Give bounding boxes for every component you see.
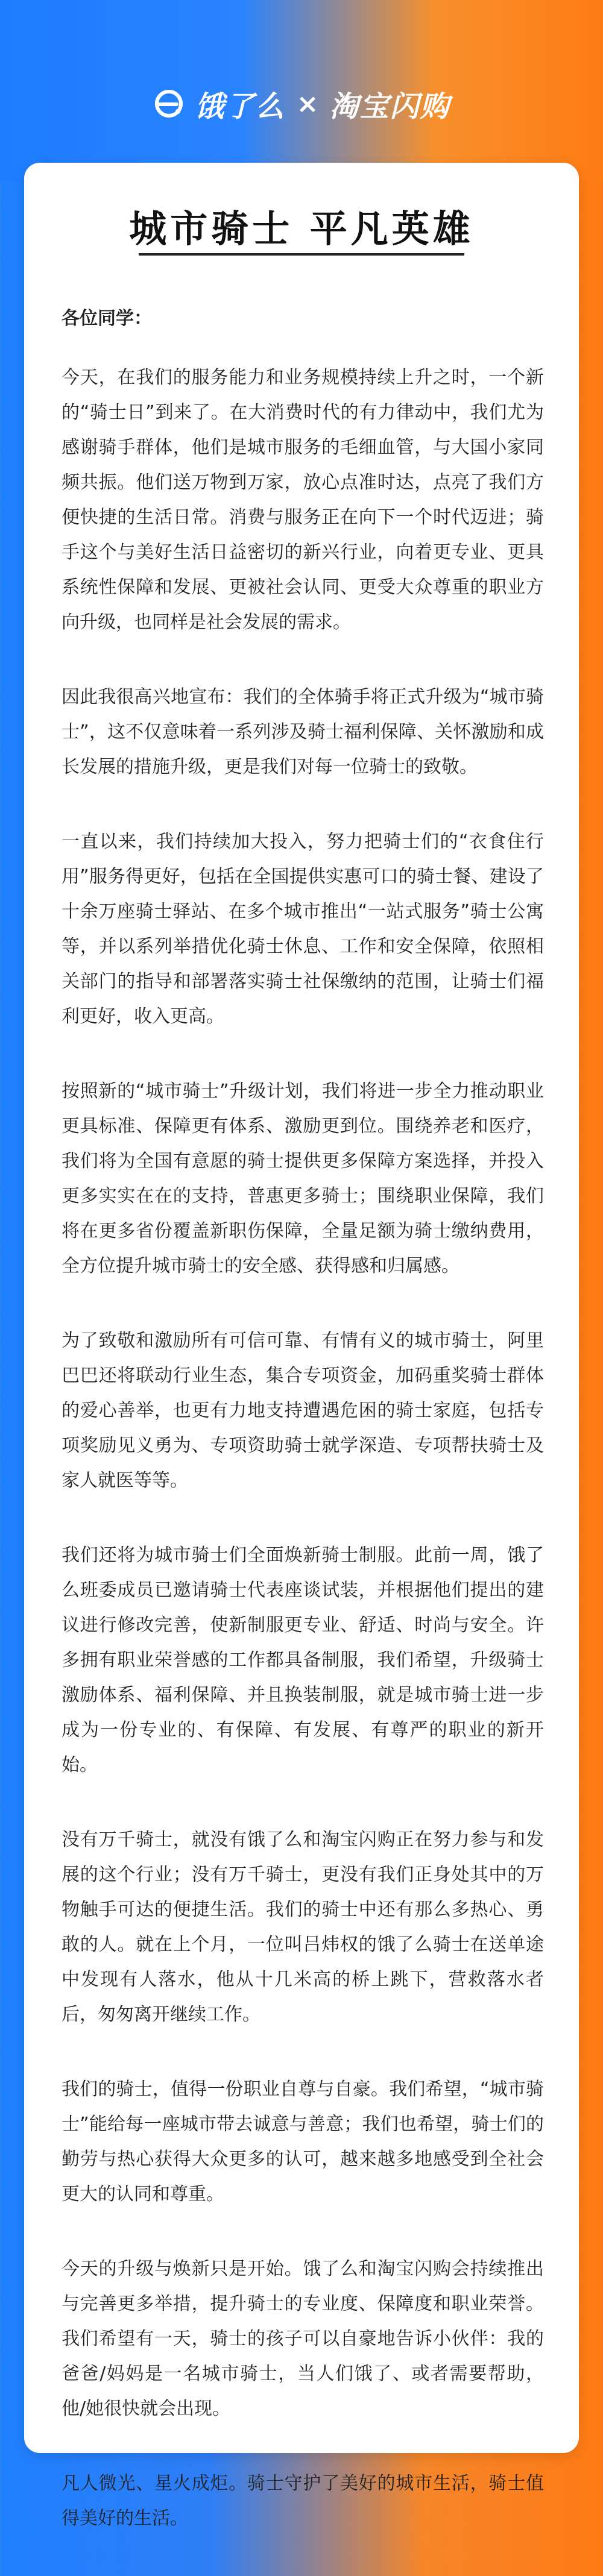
eleme-brand-name: 饿了么 <box>195 89 286 124</box>
letter-paragraph: 凡人微光、星火成炬。骑士守护了美好的城市生活，骑士值得美好的生活。 <box>62 2473 544 2529</box>
letter-paragraph: 今天，在我们的服务能力和业务规模持续上升之时，一个新的“骑士日”到来了。在大消费时代的有力律动中，我们尤为感谢骑手群体，他们是城市服务的毛细血管，与大国小家同频共振。他们送万物到万家，放心点准时达，点亮了我们方便快捷的生活日常。消费与服务正在向下一个时代迈进；骑手这个与美好生活日益密切的新兴行业，向着更专业、更具系统性保障和发展、更被社会认同、更受大众尊重的职业方向升级，也同样是社会发展的需求。 <box>62 367 544 633</box>
letter-paragraph: 为了致敬和激励所有可信可靠、有情有义的城市骑士，阿里巴巴还将联动行业生态，集合专项资金，加码重奖骑士群体的爱心善举，也更有力地支持遭遇危困的骑士家庭，包括专项奖励见义勇为、专项资助骑士就学深造、专项帮扶骑士及家人就医等等。 <box>62 1330 544 1491</box>
letter-paragraph: 我们的骑士，值得一份职业自尊与自豪。我们希望，“城市骑士”能给每一座城市带去诚意与善意；我们也希望，骑士们的勤劳与热心获得大众更多的认可，越来越多地感受到全社会更大的认同和尊重。 <box>62 2079 544 2205</box>
taobao-shangou-brand-name: 淘宝闪购 <box>329 89 450 124</box>
letter-paragraph: 一直以来，我们持续加大投入，努力把骑士们的“衣食住行用”服务得更好，包括在全国提供实惠可口的骑士餐、建设了十余万座骑士驿站、在多个城市推出“一站式服务”骑士公寓等，并以系列举措优化骑士休息、工作和安全保障，依照相关部门的指导和部署落实骑士社保缴纳的范围，让骑士们福利更好，收入更高。 <box>62 831 544 1027</box>
letter-card <box>24 163 579 2529</box>
letter-paragraph: 因此我很高兴地宣布：我们的全体骑手将正式升级为“城市骑士”，这不仅意味着一系列涉及骑士福利保障、关怀激励和成长发展的措施升级，更是我们对每一位骑士的致敬。 <box>62 686 544 778</box>
eleme-logo-icon <box>153 88 185 119</box>
letter-body <box>62 301 544 2576</box>
letter-paragraph: 按照新的“城市骑士”升级计划，我们将进一步全力推动职业更具标准、保障更有体系、激励更到位。围绕养老和医疗，我们将为全国有意愿的骑士提供更多保障方案选择，并投入更多实实在在的支持，普惠更多骑士；围绕职业保障，我们将在更多省份覆盖新职伤保障，全量足额为骑士缴纳费用，全方位提升城市骑士的安全感、获得感和归属感。 <box>62 1081 544 1277</box>
letter-paragraph: 我们还将为城市骑士们全面焕新骑士制服。此前一周，饿了么班委成员已邀请骑士代表座谈试装，并根据他们提出的建议进行修改完善，使新制服更专业、舒适、时尚与安全。许多拥有职业荣誉感的工作都具备制服，我们希望，升级骑士激励体系、福利保障、并且换装制服，就是城市骑士进一步成为一份专业的、有保障、有发展、有尊严的职业的新开始。 <box>62 1545 544 1776</box>
title-underline <box>139 253 464 256</box>
letter-paragraph: 没有万千骑士，就没有饿了么和淘宝闪购正在努力参与和发展的这个行业；没有万千骑士，更没有我们正身处其中的万物触手可达的便捷生活。我们的骑士中还有那么多热心、勇敢的人。就在上个月，一位叫吕炜权的饿了么骑士在送单途中发现有人落水，他从十几米高的桥上跳下，营救落水者后，匆匆离开继续工作。 <box>62 1829 544 2025</box>
letter-paragraph: 今天的升级与焕新只是开始。饿了么和淘宝闪购会持续推出与完善更多举措，提升骑士的专业度、保障度和职业荣誉。我们希望有一天，骑士的孩子可以自豪地告诉小伙伴：我的爸爸/妈妈是一名城市骑士，当人们饿了、或者需要帮助，他/她很快就会出现。 <box>62 2258 544 2419</box>
brand-lockup <box>0 84 603 123</box>
brand-separator: × <box>296 88 319 119</box>
header-banner <box>0 0 603 181</box>
letter-salutation: 各位同学： <box>62 308 152 329</box>
letter-title: 城市骑士 平凡英雄 <box>129 207 474 251</box>
